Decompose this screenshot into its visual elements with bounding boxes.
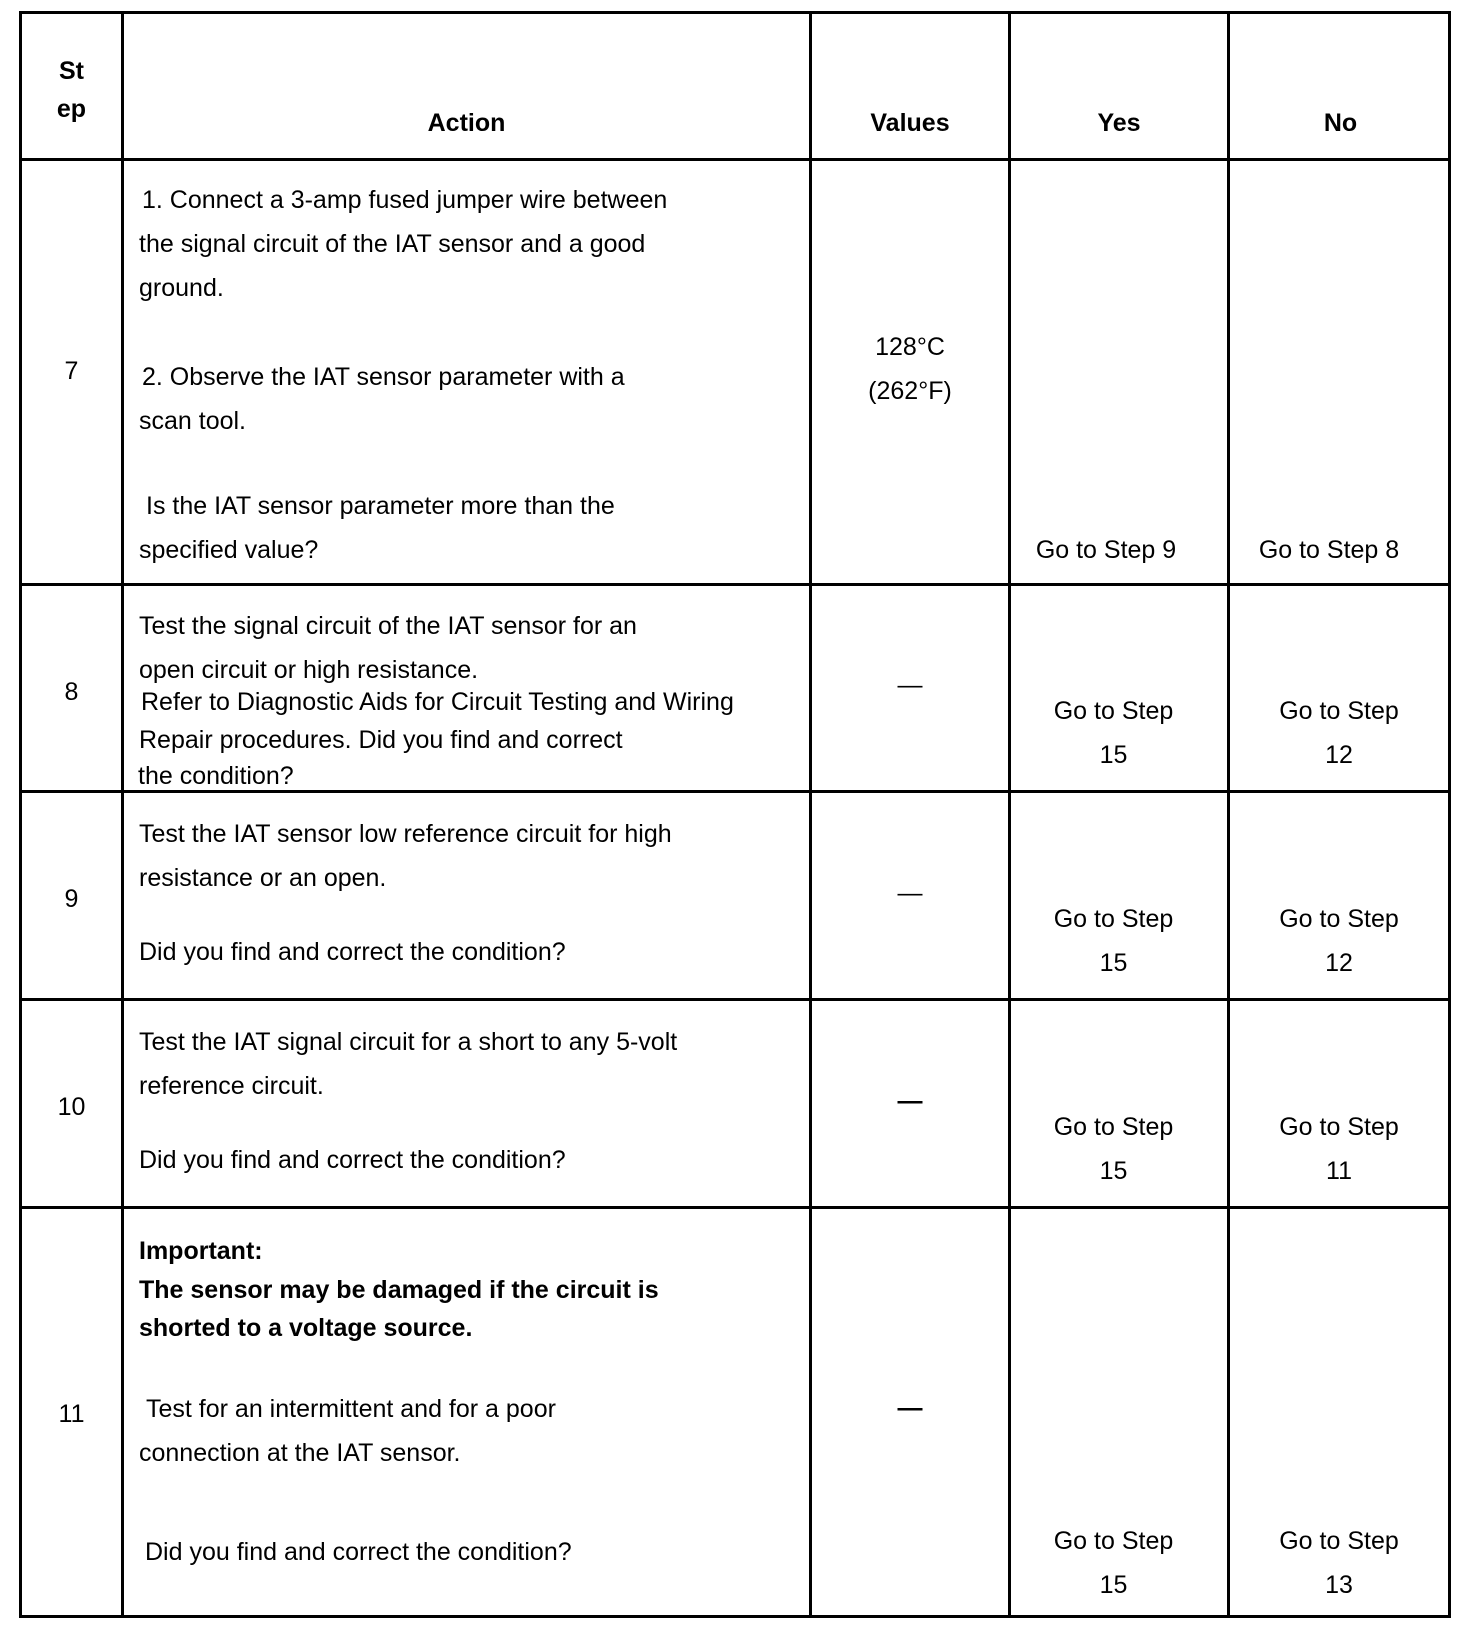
value-cell: —: [897, 1087, 923, 1115]
step-number: 9: [64, 885, 79, 913]
row-divider: [22, 998, 1448, 1001]
action-text: 1. Connect a 3-amp fused jumper wire between: [142, 186, 668, 214]
yes-cell: Go to Step 15: [1053, 697, 1174, 769]
no-cell: Go to Step 12: [1279, 905, 1399, 977]
col-divider: [1227, 14, 1230, 1615]
action-text: Refer to Diagnostic Aids for Circuit Testing and Wiring: [141, 688, 734, 716]
action-text: Test for an intermittent and for a poor: [146, 1395, 556, 1423]
diagnostic-table: [19, 11, 1451, 1618]
action-text: Did you find and correct the condition?: [139, 1146, 566, 1174]
step-number: 8: [64, 678, 79, 706]
no-cell: Go to Step 12: [1279, 697, 1399, 769]
no-cell: Go to Step 8: [1258, 536, 1400, 564]
action-text: open circuit or high resistance.: [139, 656, 479, 684]
yes-cell: Go to Step 15: [1053, 1113, 1174, 1185]
action-text: Repair procedures. Did you find and correct: [139, 726, 623, 754]
action-text: Test the signal circuit of the IAT sensor for an: [139, 612, 637, 640]
row-divider: [22, 1206, 1448, 1209]
warning-text: shorted to a voltage source.: [139, 1314, 473, 1342]
action-text: specified value?: [139, 536, 319, 564]
header-step: St ep: [56, 57, 87, 123]
action-text: the condition?: [138, 762, 294, 790]
action-text: the signal circuit of the IAT sensor and a good: [139, 230, 646, 258]
important-label: Important:: [139, 1237, 263, 1265]
header-action: Action: [427, 109, 506, 137]
row-divider: [22, 583, 1448, 586]
col-divider: [1008, 14, 1011, 1615]
action-text: 2. Observe the IAT sensor parameter with a: [142, 363, 625, 391]
action-text: Test the IAT sensor low reference circuit for high: [139, 820, 672, 848]
header-yes: Yes: [1097, 109, 1141, 137]
action-text: resistance or an open.: [139, 864, 387, 892]
step-number: 10: [57, 1093, 86, 1121]
col-divider: [809, 14, 812, 1615]
action-text: Is the IAT sensor parameter more than the: [146, 492, 615, 520]
action-text: Test the IAT signal circuit for a short to any 5-volt: [139, 1028, 678, 1056]
value-cell: 128°C (262°F): [868, 333, 952, 405]
value-cell: —: [897, 671, 923, 699]
action-text: Did you find and correct the condition?: [145, 1538, 572, 1566]
yes-cell: Go to Step 15: [1053, 905, 1174, 977]
row-divider: [22, 158, 1448, 161]
action-text: scan tool.: [139, 407, 247, 435]
action-text: reference circuit.: [139, 1072, 324, 1100]
yes-cell: Go to Step 9: [1035, 536, 1177, 564]
warning-text: The sensor may be damaged if the circuit is: [139, 1276, 659, 1304]
col-divider: [121, 14, 124, 1615]
yes-cell: Go to Step 15: [1053, 1527, 1174, 1599]
action-text: Did you find and correct the condition?: [139, 938, 566, 966]
step-number: 7: [64, 357, 79, 385]
header-values: Values: [870, 109, 950, 137]
no-cell: Go to Step 13: [1279, 1527, 1399, 1599]
action-text: ground.: [139, 274, 224, 302]
value-cell: —: [897, 1394, 923, 1422]
step-number: 11: [58, 1400, 85, 1428]
action-text: connection at the IAT sensor.: [139, 1439, 461, 1467]
value-cell: —: [897, 879, 923, 907]
no-cell: Go to Step 11: [1279, 1113, 1399, 1185]
header-no: No: [1323, 109, 1358, 137]
